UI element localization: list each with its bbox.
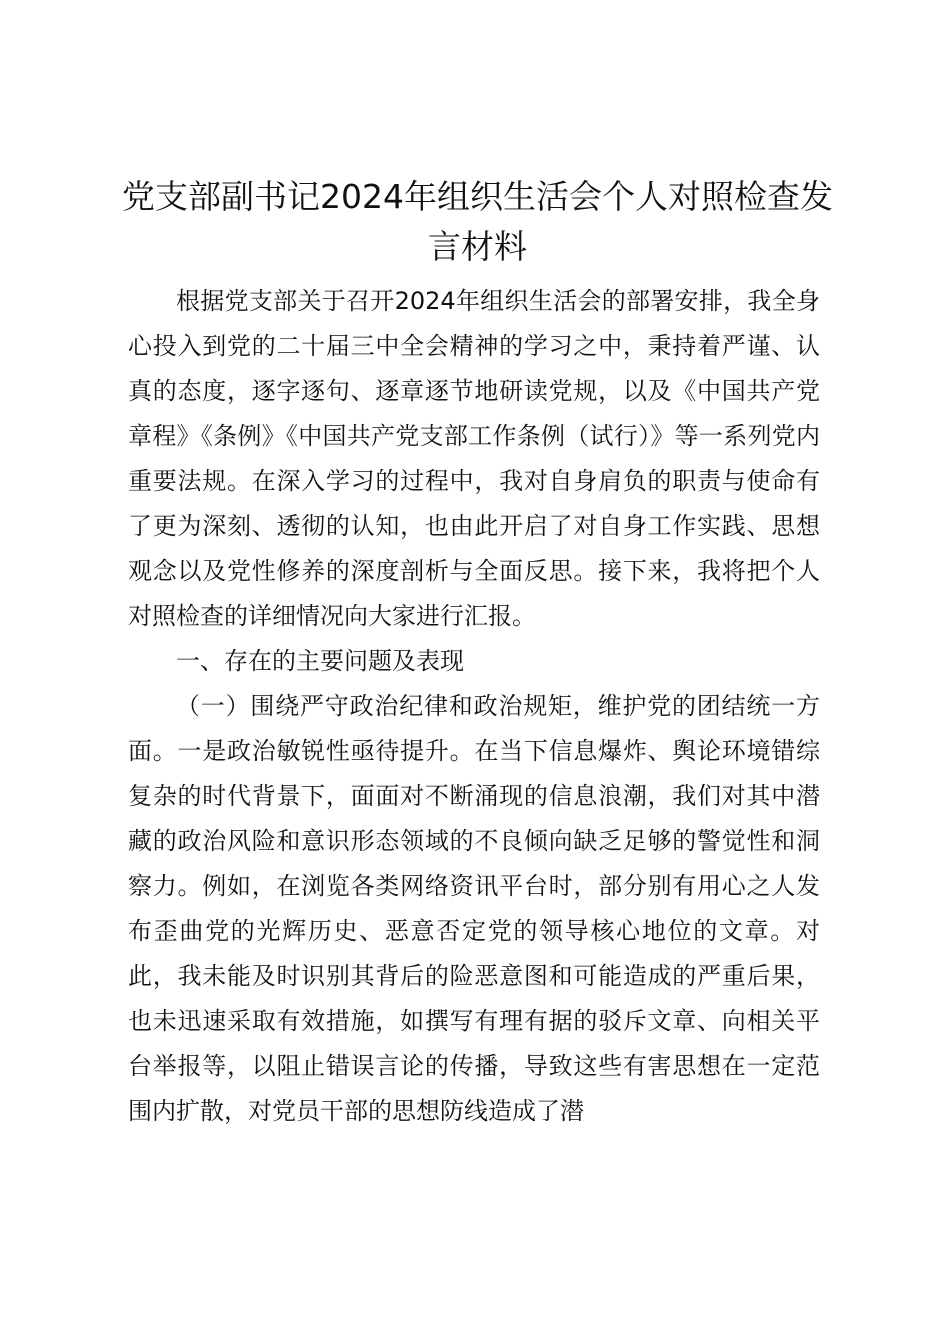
section-heading: 一、存在的主要问题及表现 (176, 647, 464, 675)
document-body (128, 279, 820, 1134)
document-title: 党支部副书记2024年组织生活会个人对照检查发言材料 (122, 177, 833, 266)
section-paragraph: （一）围绕严守政治纪律和政治规矩，维护党的团结统一方面。一是政治敏锐性亟待提升。在当下信息爆炸、舆论环境错综复杂的时代背景下，面面对不断涌现的信息浪潮，我们对其中潜藏的政治风险和意识形态领域的不良倾向缺乏足够的警觉性和洞察力。例如，在浏览各类网络资讯平台时，部分别有用心之人发布歪曲党的光辉历史、恶意否定党的领导核心地位的文章。对此，我未能及时识别其背后的险恶意图和可能造成的严重后果，也未迅速采取有效措施，如撰写有理有据的驳斥文章、向相关平台举报等，以阻止错误言论的传播，导致这些有害思想在一定范围内扩散，对党员干部的思想防线造成了潜 (128, 692, 820, 1125)
intro-paragraph: 根据党支部关于召开2024年组织生活会的部署安排，我全身心投入到党的二十届三中全会精神的学习之中，秉持着严谨、认真的态度，逐字逐句、逐章逐节地研读党规，以及《中国共产党章程》《条例》《中国共产党支部工作条例（试行）》等一系列党内重要法规。在深入学习的过程中，我对自身肩负的职责与使命有了更为深刻、透彻的认知，也由此开启了对自身工作实践、思想观念以及党性修养的深度剖析与全面反思。接下来，我将把个人对照检查的详细情况向大家进行汇报。 (128, 287, 820, 630)
